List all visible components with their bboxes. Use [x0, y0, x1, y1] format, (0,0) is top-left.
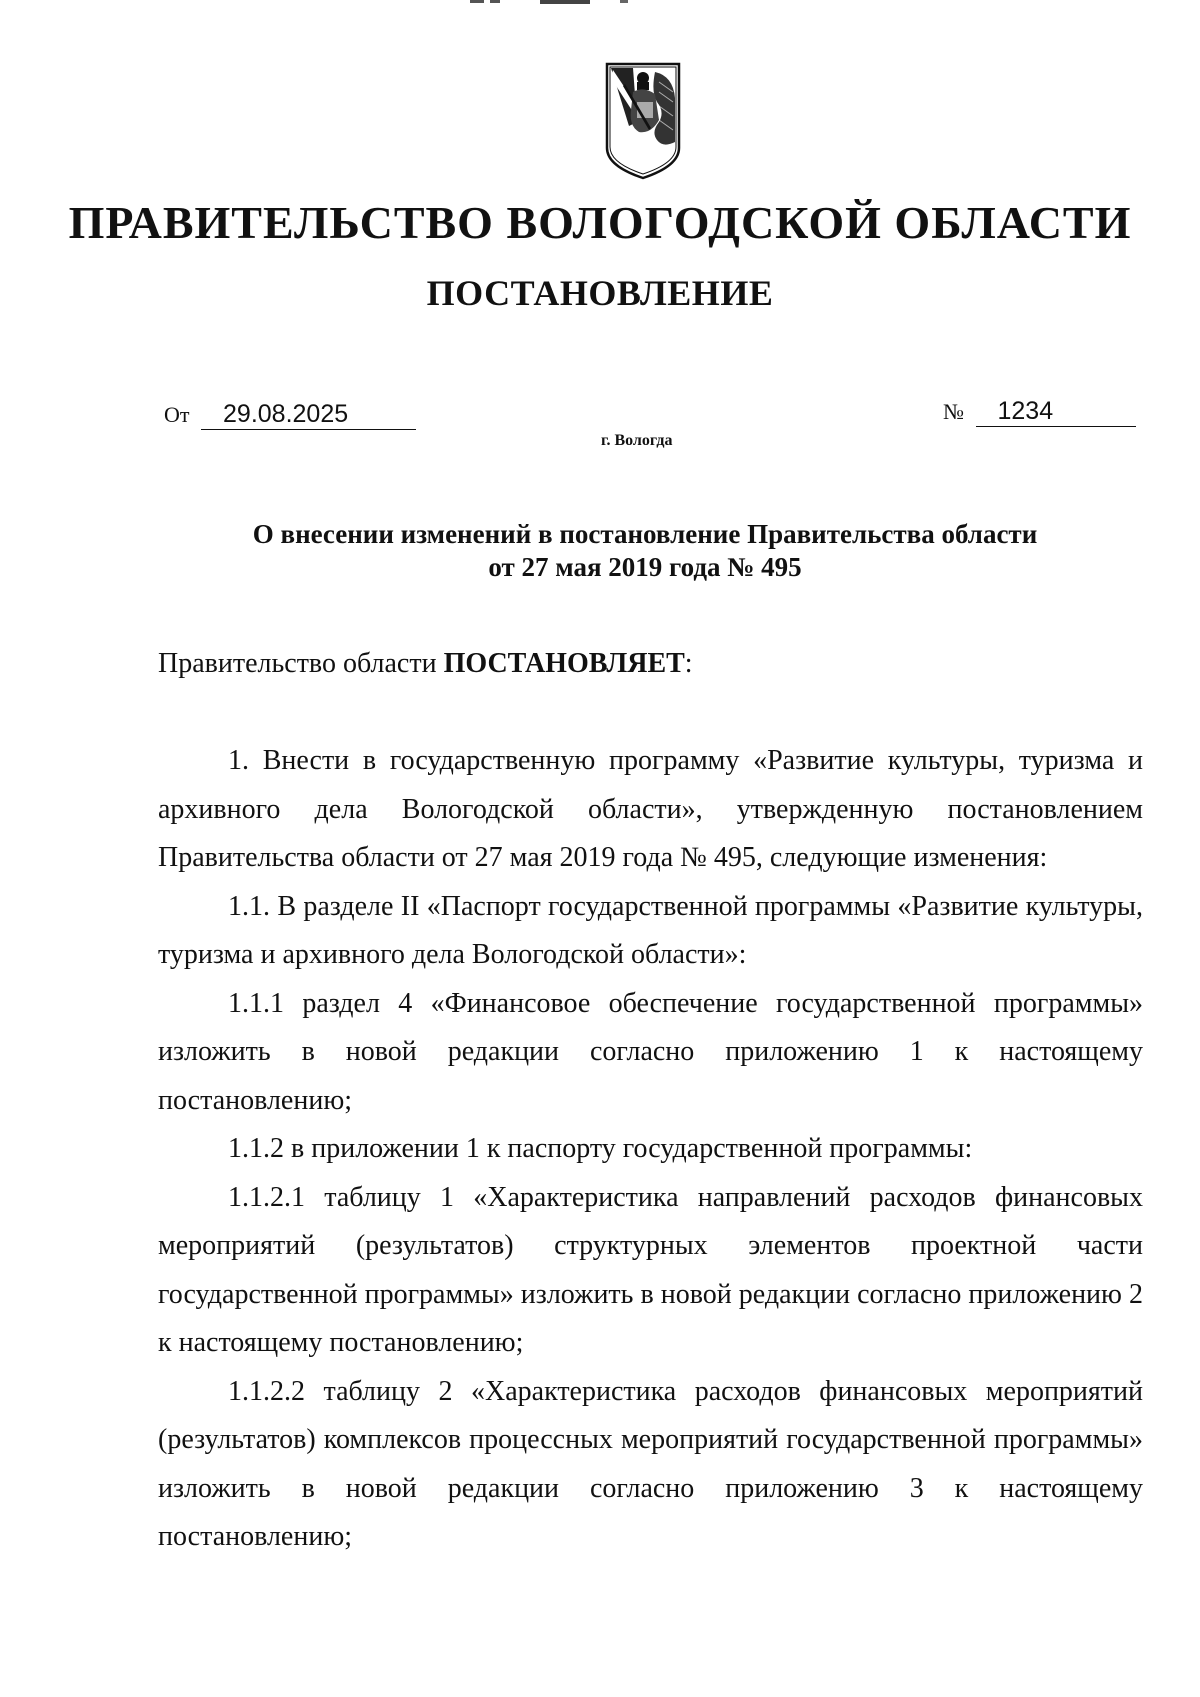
document-type: ПОСТАНОВЛЕНИЕ: [426, 273, 774, 313]
subject-line-2: от 27 мая 2019 года № 495: [488, 552, 802, 582]
paragraph-1-1-2-2: 1.1.2.2 таблицу 2 «Характеристика расходов финансовых мероприятий (результатов) комплексов процессных мероприятий государственной программы» изложить в новой редакции согласно приложению 3 к настоящему постановлению;: [158, 1375, 1143, 1552]
scan-marks: [470, 0, 670, 6]
preamble: [158, 648, 693, 680]
paragraph-1: 1. Внести в государственную программу «Развитие культуры, туризма и архивного дела Вологодской области», утвержденную постановлением Правительства области от 27 мая 2019 года № 495, следующие изменения:: [158, 745, 1143, 873]
preamble-keyword: ПОСТАНОВЛЯЕТ: [443, 648, 685, 679]
number-prefix: №: [943, 399, 964, 424]
document-body: [158, 737, 1143, 1562]
government-title: ПРАВИТЕЛЬСТВО ВОЛОГОДСКОЙ ОБЛАСТИ: [68, 197, 1132, 248]
paragraph-1-1-1: 1.1.1 раздел 4 «Финансовое обеспечение государственной программы» изложить в новой редакции согласно приложению 1 к настоящему постановлению;: [158, 987, 1143, 1116]
subject-line-1: О внесении изменений в постановление Правительства области: [252, 519, 1038, 549]
vologda-coat-of-arms-icon: [603, 62, 683, 180]
paragraph-1-1: 1.1. В разделе II «Паспорт государственной программы «Развитие культуры, туризма и архивного дела Вологодской области»:: [158, 890, 1143, 970]
document-date: 29.08.2025: [201, 400, 416, 430]
paragraph-1-1-2-1: 1.1.2.1 таблицу 1 «Характеристика направлений расходов финансовых мероприятий (результатов) структурных элементов проектной части государственной программы» изложить в новой редакции согласно приложению 2 к настоящему постановлению;: [158, 1181, 1143, 1358]
preamble-colon: :: [684, 648, 693, 679]
preamble-text: Правительство области: [158, 648, 444, 679]
document-date-line: [164, 400, 416, 430]
paragraph-1-1-2: 1.1.2 в приложении 1 к паспорту государственной программы:: [228, 1133, 973, 1164]
document-city: г. Вологда: [601, 432, 673, 449]
date-prefix: От: [164, 402, 190, 427]
document-subject: [0, 518, 1200, 584]
document-number: 1234: [976, 397, 1136, 427]
document-number-line: [943, 397, 1136, 427]
